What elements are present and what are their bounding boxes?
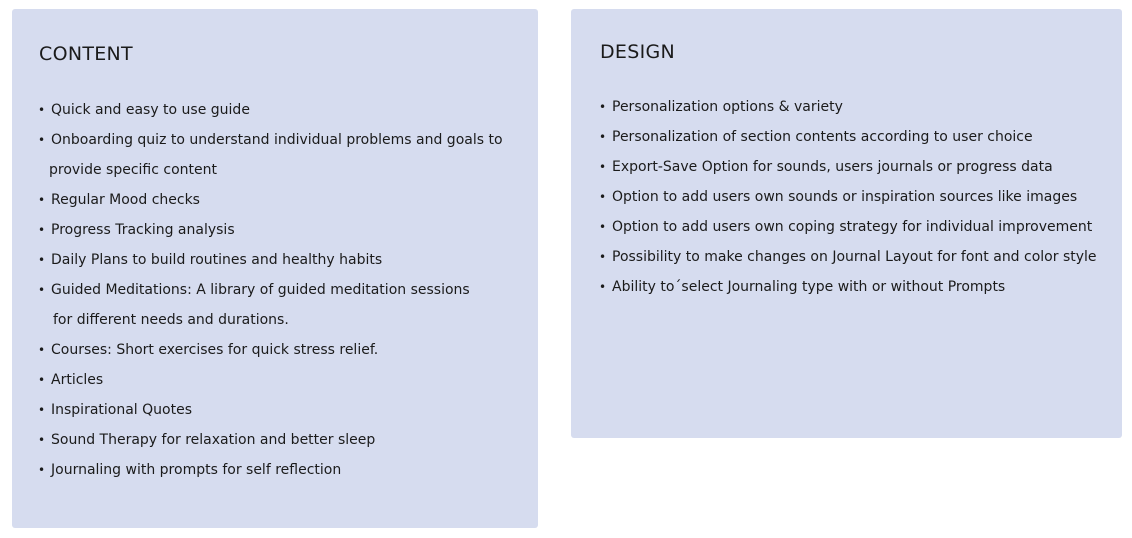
list-item-text: Inspirational Quotes bbox=[51, 402, 192, 418]
list-item-text: Progress Tracking analysis bbox=[51, 222, 235, 238]
list-item bbox=[599, 242, 1114, 272]
bullet-icon: • bbox=[599, 130, 607, 144]
list-item bbox=[599, 182, 1114, 212]
list-item-text: Personalization of section contents according to user choice bbox=[612, 129, 1033, 145]
list-item bbox=[38, 245, 518, 275]
bullet-icon: • bbox=[38, 433, 46, 447]
list-item-text: Possibility to make changes on Journal Layout for font and color style bbox=[612, 249, 1097, 265]
list-item bbox=[38, 185, 518, 215]
bullet-icon: • bbox=[599, 250, 607, 264]
list-item bbox=[599, 92, 1114, 122]
list-item-text: Export-Save Option for sounds, users journals or progress data bbox=[612, 159, 1053, 175]
bullet-icon: • bbox=[599, 160, 607, 174]
list-item-text: Quick and easy to use guide bbox=[51, 102, 250, 118]
design-list bbox=[599, 92, 1114, 302]
list-item-text: Option to add users own sounds or inspiration sources like images bbox=[612, 189, 1078, 205]
list-item-continuation: provide specific content bbox=[49, 162, 217, 178]
bullet-icon: • bbox=[38, 463, 46, 477]
bullet-icon: • bbox=[38, 253, 46, 267]
list-item bbox=[38, 425, 518, 455]
list-item bbox=[38, 335, 518, 365]
list-item bbox=[599, 122, 1114, 152]
bullet-icon: • bbox=[38, 103, 46, 117]
bullet-icon: • bbox=[38, 223, 46, 237]
list-item-text: Regular Mood checks bbox=[51, 192, 200, 208]
list-item-text: Journaling with prompts for self reflection bbox=[51, 462, 342, 478]
content-title: CONTENT bbox=[39, 43, 133, 65]
list-item bbox=[599, 212, 1114, 242]
list-item bbox=[38, 275, 518, 335]
list-item-text: Articles bbox=[51, 372, 104, 388]
list-item-text: Onboarding quiz to understand individual problems and goals to bbox=[51, 132, 503, 148]
list-item bbox=[599, 152, 1114, 182]
list-item-text: Personalization options & variety bbox=[612, 99, 843, 115]
list-item-text: Option to add users own coping strategy for individual improvement bbox=[612, 219, 1093, 235]
list-item-text: Courses: Short exercises for quick stress relief. bbox=[51, 342, 379, 358]
bullet-icon: • bbox=[38, 193, 46, 207]
bullet-icon: • bbox=[599, 220, 607, 234]
list-item bbox=[38, 215, 518, 245]
list-item-text: Daily Plans to build routines and healthy habits bbox=[51, 252, 383, 268]
list-item bbox=[38, 395, 518, 425]
list-item bbox=[38, 365, 518, 395]
bullet-icon: • bbox=[38, 283, 46, 297]
list-item-text: Guided Meditations: A library of guided meditation sessions bbox=[51, 282, 470, 298]
list-item-text: Ability to´select Journaling type with or without Prompts bbox=[612, 279, 1006, 295]
bullet-icon: • bbox=[599, 280, 607, 294]
list-item bbox=[38, 455, 518, 485]
list-item-continuation: for different needs and durations. bbox=[53, 312, 289, 328]
list-item bbox=[599, 272, 1114, 302]
bullet-icon: • bbox=[38, 403, 46, 417]
list-item-text: Sound Therapy for relaxation and better sleep bbox=[51, 432, 376, 448]
bullet-icon: • bbox=[599, 190, 607, 204]
list-item bbox=[38, 125, 518, 185]
bullet-icon: • bbox=[38, 133, 46, 147]
bullet-icon: • bbox=[38, 373, 46, 387]
design-title: DESIGN bbox=[600, 41, 676, 63]
design-card bbox=[571, 9, 1122, 438]
list-item bbox=[38, 95, 518, 125]
content-list bbox=[38, 95, 518, 485]
bullet-icon: • bbox=[38, 343, 46, 357]
content-card bbox=[12, 9, 538, 528]
bullet-icon: • bbox=[599, 100, 607, 114]
